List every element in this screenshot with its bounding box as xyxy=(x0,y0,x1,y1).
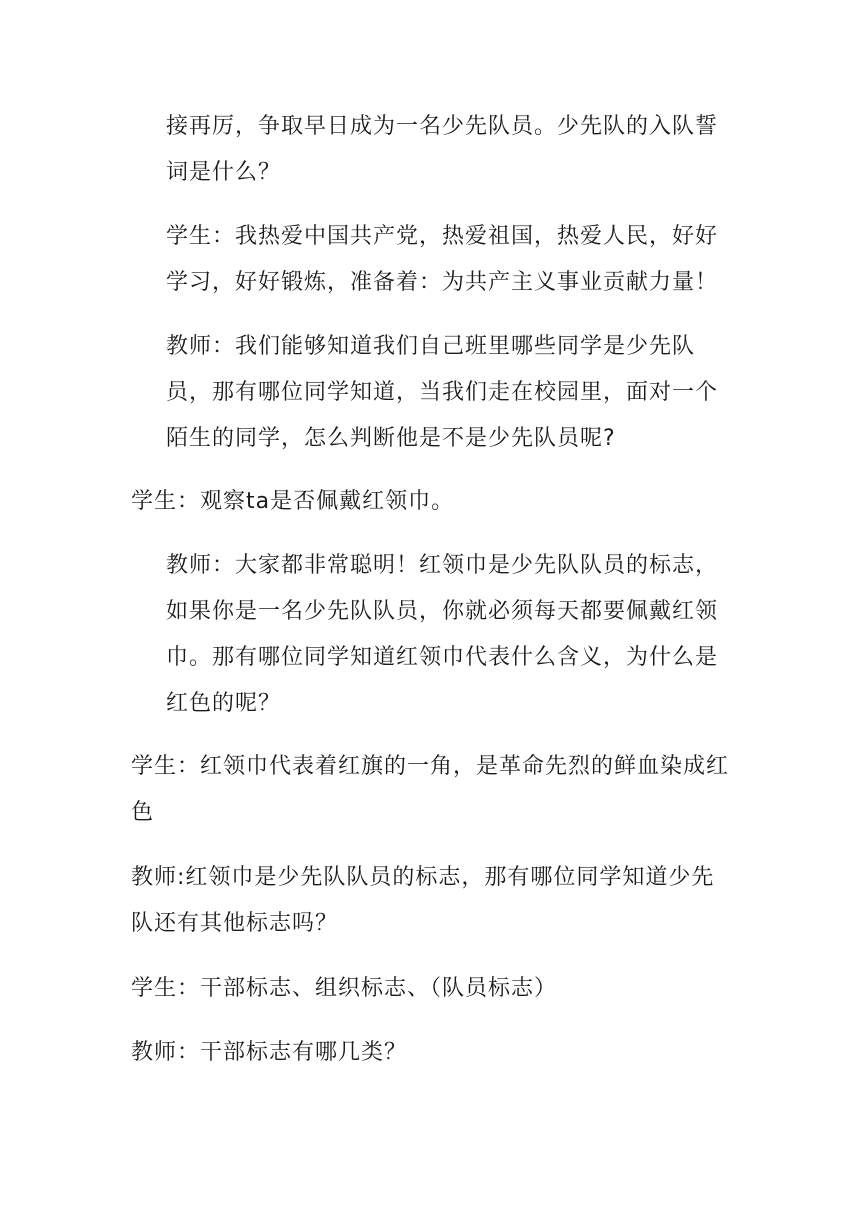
paragraph-student-observe: 学生：观察ta是否佩戴红领巾。 xyxy=(131,489,455,514)
paragraph-teacher-identify: 教师：我们能够知道我们自己班里哪些同学是少先队员，那有哪位同学知道，当我们走在校园里，面对一个陌生的同学，怎么判断他是不是少先队员呢? xyxy=(166,334,719,451)
paragraph-oath-question: 接再厉，争取早日成为一名少先队员。少先队的入队誓词是什么？ xyxy=(166,114,719,185)
paragraph-student-oath: 学生：我热爱中国共产党，热爱祖国，热爱人民，好好学习，好好锻炼，准备着：为共产主义事业贡献力量！ xyxy=(166,224,719,295)
paragraph-teacher-cadre: 教师：干部标志有哪几类？ xyxy=(131,1040,408,1065)
paragraph-student-scarf-meaning: 学生：红领巾代表着红旗的一角，是革命先烈的鲜血染成红色 xyxy=(131,754,730,825)
paragraph-teacher-scarf: 教师：大家都非常聪明！红领巾是少先队队员的标志，如果你是一名少先队队员，你就必须每天都要佩戴红领巾。那有哪位同学知道红领巾代表什么含义，为什么是红色的呢？ xyxy=(166,553,719,716)
paragraph-teacher-other-signs: 教师:红领巾是少先队队员的标志，那有哪位同学知道少先队还有其他标志吗？ xyxy=(131,865,715,936)
paragraph-student-signs: 学生：干部标志、组织标志、（队员标志） xyxy=(131,976,558,1001)
